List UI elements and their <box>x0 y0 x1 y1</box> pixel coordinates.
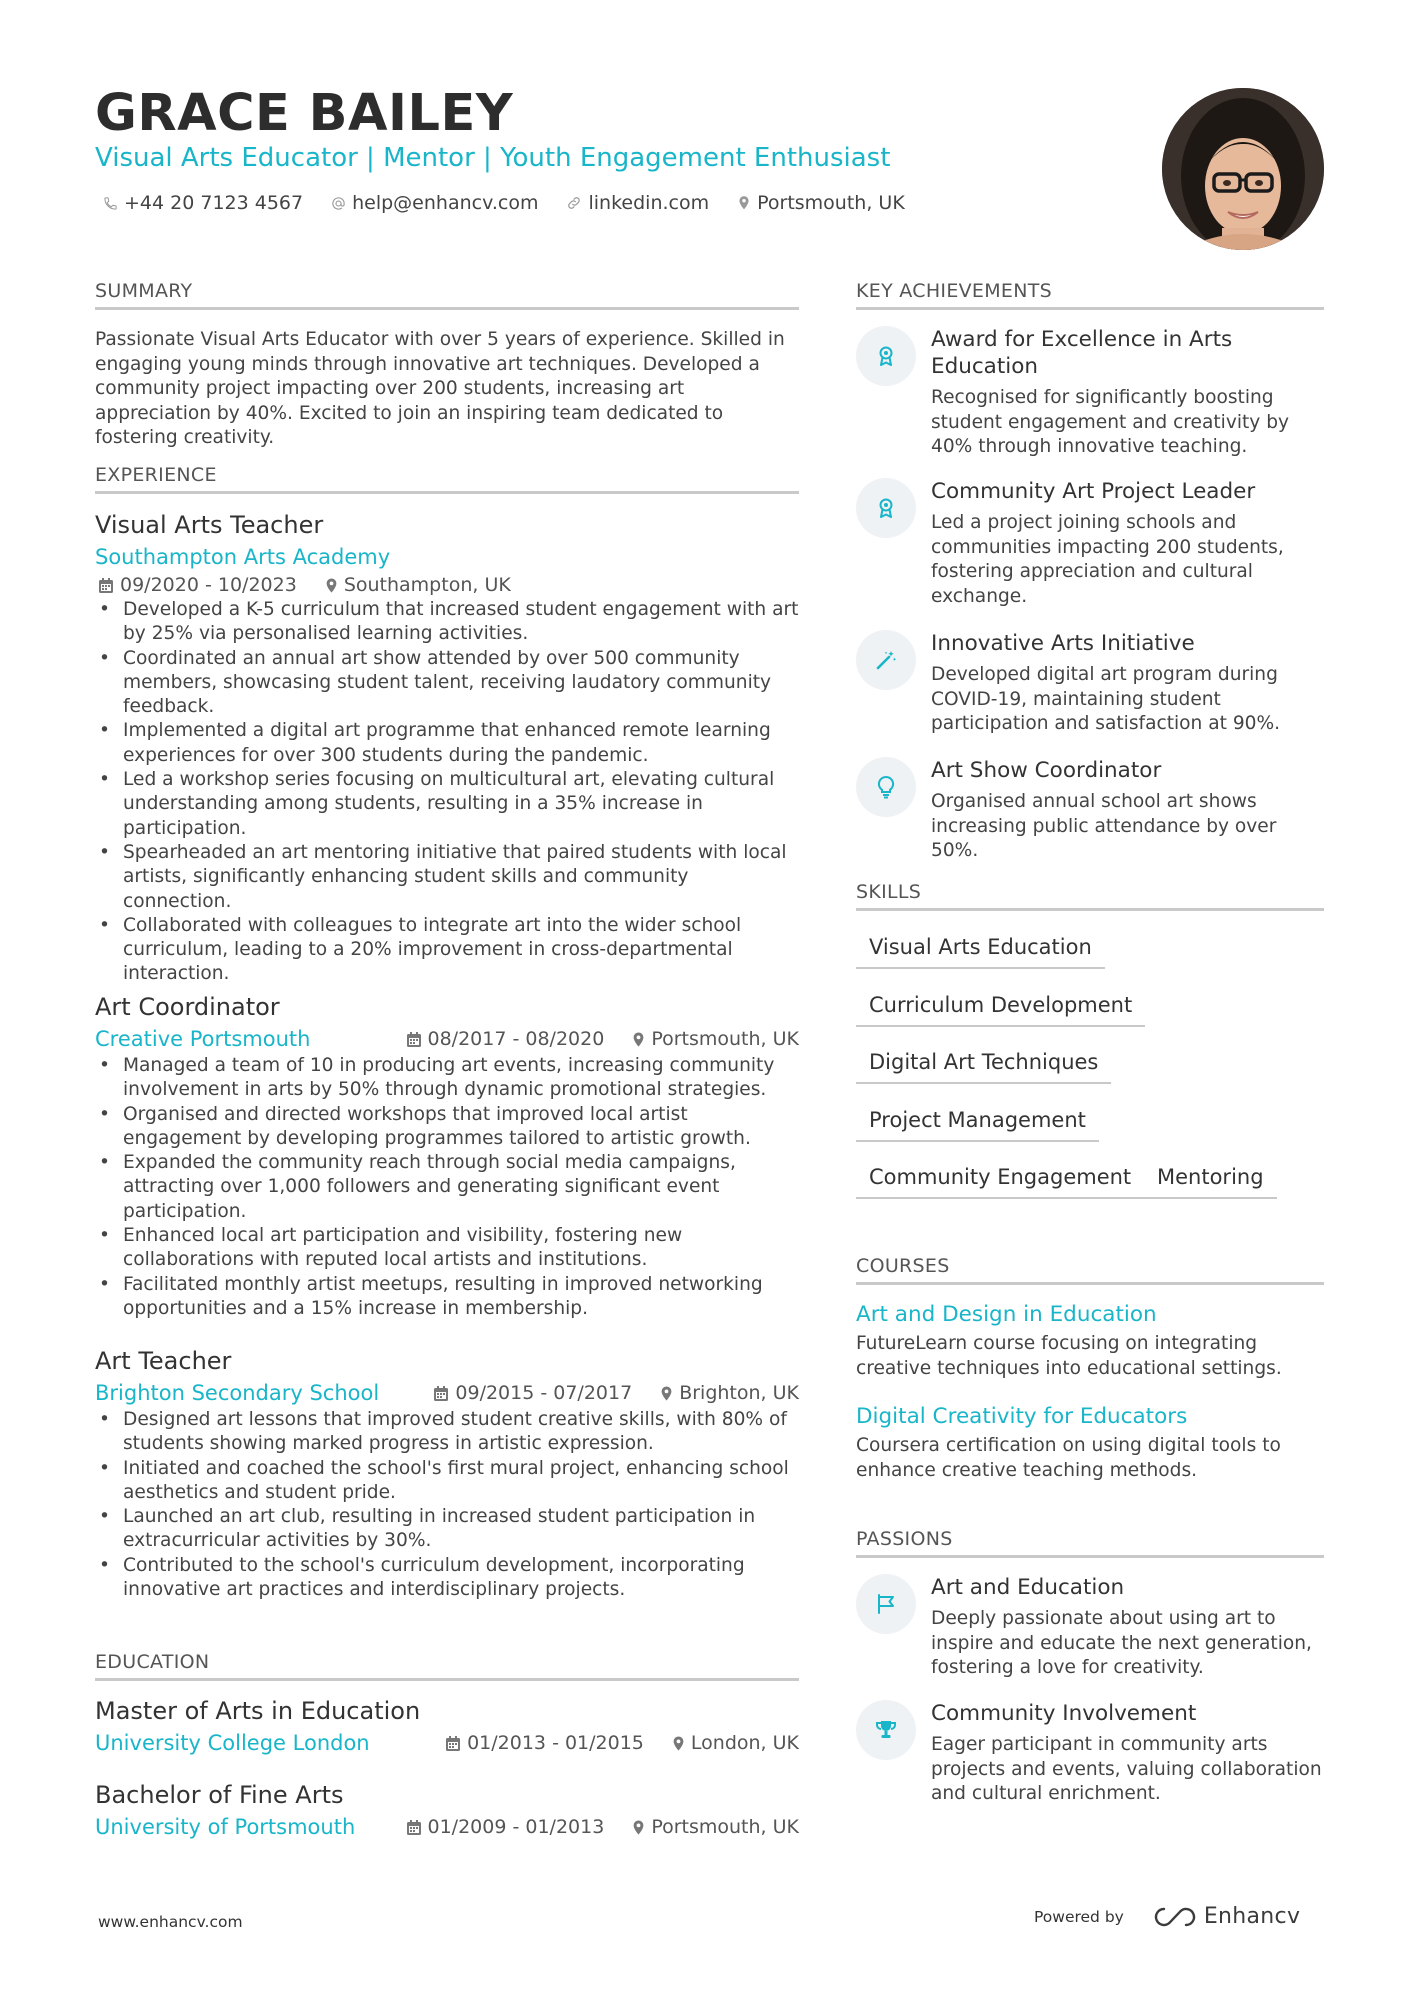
skill-tag: Curriculum Development <box>856 993 1145 1027</box>
company-name: Brighton Secondary School <box>95 1381 380 1405</box>
location-text: Portsmouth, UK <box>651 1816 799 1838</box>
achievement-desc: Developed digital art program during COVID-19, maintaining student participation and satisfaction at 90%. <box>931 664 1281 734</box>
section-heading-summary: SUMMARY <box>95 280 799 310</box>
bullet-item: • Facilitated monthly artist meetups, resulting in improved networking opportunities and a 15% increase in membership. <box>95 1273 799 1322</box>
course-desc: FutureLearn course focusing on integrating creative techniques into educational settings. <box>856 1333 1282 1379</box>
school-row <box>95 1731 799 1755</box>
passion-desc: Eager participant in community arts projects and events, valuing collaboration and cultural enrichment. <box>931 1734 1322 1804</box>
job-location <box>325 574 511 596</box>
linkedin-text: linkedin.com <box>588 192 710 214</box>
course-title: Art and Design in Education <box>856 1302 1157 1327</box>
achievement-title: Art Show Coordinator <box>931 758 1162 783</box>
calendar-icon <box>406 1819 422 1836</box>
achievement-title: Community Art Project Leader <box>931 479 1256 504</box>
education-entry <box>95 1781 799 1839</box>
bullet-item: • Launched an art club, resulting in increased student participation in extracurricular activities by 30%. <box>95 1505 799 1554</box>
location-pin-icon <box>325 577 338 594</box>
dates-text: 09/2020 - 10/2023 <box>120 574 297 596</box>
location-text: Brighton, UK <box>679 1382 799 1404</box>
at-icon <box>331 196 346 211</box>
achievement-icon-badge <box>856 326 916 386</box>
passion-title: Community Involvement <box>931 1701 1197 1726</box>
passion-icon-badge <box>856 1574 916 1634</box>
bullet-item: • Initiated and coached the school's first mural project, enhancing school aesthetics and student pride. <box>95 1457 799 1506</box>
degree-title: Master of Arts in Education <box>95 1697 421 1725</box>
job-dates <box>406 1028 605 1050</box>
email-text: help@enhancv.com <box>352 192 539 214</box>
bullet-item: • Coordinated an annual art show attended by over 500 community members, showcasing student talent, receiving laudatory community feedback. <box>95 647 799 720</box>
profile-photo <box>1162 88 1324 250</box>
link-icon <box>566 195 582 211</box>
location-text: London, UK <box>690 1732 799 1754</box>
location-pin-icon <box>660 1385 673 1402</box>
contact-bar <box>103 192 933 214</box>
course-item <box>856 1302 1324 1381</box>
degree-title: Bachelor of Fine Arts <box>95 1781 344 1809</box>
skill-tag: Mentoring <box>1144 1165 1277 1199</box>
calendar-icon <box>406 1031 422 1048</box>
job-dates <box>433 1382 632 1404</box>
school-row <box>95 1815 799 1839</box>
bullet-item: • Collaborated with colleagues to integrate art into the wider school curriculum, leading to a 20% improvement in cross-departmental interaction. <box>95 914 799 987</box>
company-row <box>95 1381 799 1405</box>
bullet-item: • Implemented a digital art programme that enhanced remote learning experiences for over 300 students during the pandemic. <box>95 719 799 768</box>
experience-entry <box>95 993 799 1321</box>
job-location <box>632 1028 799 1050</box>
phone-icon <box>103 196 118 211</box>
bullet-item: • Managed a team of 10 in producing art events, increasing community involvement in arts by 50% through dynamic promotional strategies. <box>95 1054 799 1103</box>
bullet-item: • Spearheaded an art mentoring initiative that paired students with local artists, significantly enhancing student skills and community connection. <box>95 841 799 914</box>
summary-text: Passionate Visual Arts Educator with over 5 years of experience. Skilled in engaging young minds through innovative art techniques. Developed a community project impacting over 200 students, increasing art appreciation by 40%. Excited to join an inspiring team dedicated to fostering creativity. <box>95 329 785 448</box>
candidate-title: Visual Arts Educator | Mentor | Youth Engagement Enthusiast <box>95 143 891 173</box>
education-dates <box>445 1732 644 1754</box>
achievement-icon-badge <box>856 630 916 690</box>
job-title: Art Coordinator <box>95 993 280 1021</box>
job-location <box>660 1382 799 1404</box>
location-text: Portsmouth, UK <box>757 192 905 214</box>
achievement-desc: Organised annual school art shows increasing public attendance by over 50%. <box>931 791 1277 861</box>
bullet-item: • Enhanced local art participation and visibility, fostering new collaborations with reputed local artists and institutions. <box>95 1224 799 1273</box>
location-text: Portsmouth, UK <box>651 1028 799 1050</box>
calendar-icon <box>98 577 114 594</box>
dates-text: 01/2013 - 01/2015 <box>467 1732 644 1754</box>
education-location <box>672 1732 799 1754</box>
achievement-icon-badge <box>856 478 916 538</box>
job-bullets <box>95 598 799 987</box>
job-bullets <box>95 1054 799 1321</box>
bullet-item: • Led a workshop series focusing on multicultural art, elevating cultural understanding among students, resulting in a 35% increase in participation. <box>95 768 799 841</box>
avatar <box>1162 88 1324 250</box>
achievement-title: Innovative Arts Initiative <box>931 631 1195 656</box>
skill-tag: Community Engagement <box>856 1165 1144 1199</box>
course-title: Digital Creativity for Educators <box>856 1404 1188 1429</box>
achievement-desc: Recognised for significantly boosting student engagement and creativity by 40% through innovative teaching. <box>931 387 1290 457</box>
job-title: Art Teacher <box>95 1347 232 1375</box>
magic-wand-icon <box>874 648 898 672</box>
skill-tag: Digital Art Techniques <box>856 1050 1111 1084</box>
section-heading-experience: EXPERIENCE <box>95 464 799 494</box>
section-heading-courses: COURSES <box>856 1255 1324 1285</box>
lightbulb-icon <box>875 775 897 799</box>
brand-name: Enhancv <box>1203 1904 1301 1929</box>
company-name: Creative Portsmouth <box>95 1027 311 1051</box>
course-item <box>856 1404 1324 1483</box>
bullet-item: • Developed a K-5 curriculum that increased student engagement with art by 25% via personalised learning activities. <box>95 598 799 647</box>
achievement-icon-badge <box>856 757 916 817</box>
skill-tag: Visual Arts Education <box>856 935 1105 969</box>
enhancv-logo-icon <box>1152 1905 1198 1929</box>
award-icon <box>874 496 898 520</box>
dates-text: 09/2015 - 07/2017 <box>455 1382 633 1404</box>
education-location <box>632 1816 799 1838</box>
education-meta <box>406 1816 800 1838</box>
education-dates <box>406 1816 605 1838</box>
experience-entry <box>95 1347 799 1602</box>
calendar-icon <box>445 1735 461 1752</box>
section-heading-passions: PASSIONS <box>856 1528 1324 1558</box>
contact-location <box>737 192 905 214</box>
location-pin-icon <box>672 1735 685 1752</box>
achievement-desc: Led a project joining schools and communities impacting 200 students, fostering appreciation and cultural exchange. <box>931 512 1284 607</box>
education-meta <box>445 1732 799 1754</box>
contact-email[interactable] <box>331 192 538 214</box>
company-row <box>95 1027 799 1051</box>
bullet-item: • Organised and directed workshops that improved local artist engagement by developing programmes tailored to artistic growth. <box>95 1103 799 1152</box>
trophy-icon <box>874 1718 898 1742</box>
footer-website[interactable]: www.enhancv.com <box>98 1913 243 1931</box>
calendar-icon <box>433 1385 449 1402</box>
company-name: Southampton Arts Academy <box>95 545 391 569</box>
school-name: University of Portsmouth <box>95 1815 356 1839</box>
bullet-item: • Expanded the community reach through social media campaigns, attracting over 1,000 followers and generating significant event participation. <box>95 1151 799 1224</box>
bullet-item: • Contributed to the school's curriculum development, incorporating innovative art practices and interdisciplinary projects. <box>95 1554 799 1603</box>
award-icon <box>874 344 898 368</box>
job-meta <box>433 1382 799 1404</box>
dates-text: 08/2017 - 08/2020 <box>427 1028 605 1050</box>
section-heading-education: EDUCATION <box>95 1651 799 1681</box>
course-desc: Coursera certification on using digital tools to enhance creative teaching methods. <box>856 1435 1281 1481</box>
section-heading-skills: SKILLS <box>856 881 1324 911</box>
passion-desc: Deeply passionate about using art to inspire and educate the next generation, fostering a love for creativity. <box>931 1608 1312 1678</box>
job-title: Visual Arts Teacher <box>95 511 324 539</box>
location-text: Southampton, UK <box>343 574 511 596</box>
powered-by-label: Powered by <box>1034 1907 1124 1926</box>
job-dates <box>98 574 297 596</box>
education-entry <box>95 1697 799 1755</box>
passion-title: Art and Education <box>931 1575 1125 1600</box>
location-pin-icon <box>737 195 751 211</box>
job-bullets <box>95 1408 799 1602</box>
achievement-title: Award for Excellence in Arts Education <box>931 327 1233 379</box>
section-heading-achievements: KEY ACHIEVEMENTS <box>856 280 1324 310</box>
job-meta <box>98 574 799 596</box>
skill-tag: Project Management <box>856 1108 1099 1142</box>
dates-text: 01/2009 - 01/2013 <box>427 1816 605 1838</box>
contact-phone[interactable] <box>103 192 303 214</box>
bullet-item: • Designed art lessons that improved student creative skills, with 80% of students showing marked progress in artistic expression. <box>95 1408 799 1457</box>
location-pin-icon <box>632 1031 645 1048</box>
passion-icon-badge <box>856 1700 916 1760</box>
candidate-name: GRACE BAILEY <box>95 84 514 143</box>
experience-entry <box>95 511 799 987</box>
flag-icon <box>874 1592 898 1616</box>
school-name: University College London <box>95 1731 370 1755</box>
job-meta <box>406 1028 800 1050</box>
contact-linkedin[interactable] <box>566 192 709 214</box>
footer-branding <box>1034 1904 1300 1929</box>
location-pin-icon <box>632 1819 645 1836</box>
phone-text: +44 20 7123 4567 <box>124 192 304 214</box>
